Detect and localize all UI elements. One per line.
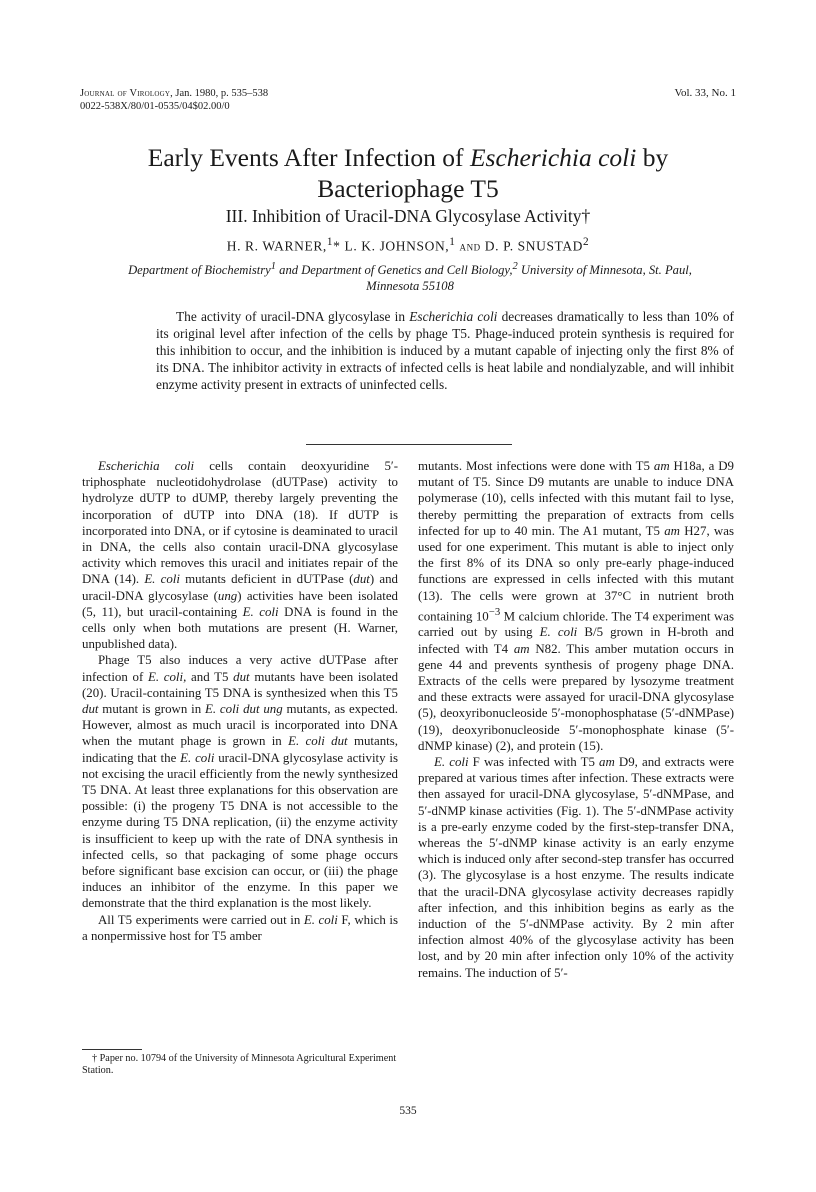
corresponding-mark: * <box>333 238 341 254</box>
abstract-divider <box>306 444 512 445</box>
abstract: The activity of uracil-DNA glycosylase in Escherichia coli decreases dramatically to less than 10% of its original level after infection of the cells by phage T5. Phage-induced protein synthesis is required for this inhibition to occur, and the inhibition is induced by a mutant capable of injecting only the first 8% of its DNA. The inhibitor activity in extracts of infected cells is heat labile and nondialyzable, and will inhibit enzyme activity present in extracts of uninfected cells. <box>156 309 734 392</box>
footnote: † Paper no. 10794 of the University of Minnesota Agricultural Experiment Station. <box>82 1053 397 1077</box>
author-warner: H. R. WARNER, <box>226 238 327 254</box>
paragraph-results: E. coli F was infected with T5 am D9, and extracts were prepared at various times after infection. These extracts were then assayed for uracil-DNA glycosylase, 5′-dNMPase, and 5′-dNMP kinase activities (Fig. 1). The 5′-dNMPase activity is a pre-early enzyme coded by the first-step-transfer DNA, whereas the 5′-dNMP kinase activity is an early enzyme which is induced only after second-step transfer has occurred (3). The glycosylase is a host enzyme. The results indicate that the uracil-DNA glycosylase activity decreases rapidly after infection, and this inhibition begins as early as the induction of the 5′-dNMPase activity. By 2 min after infection almost 40% of the glycosylase activity has been lost, and by 20 min after infection only 10% of the activity remains. The induction of 5′- <box>418 754 735 980</box>
journal-name: Journal of Virology <box>80 88 171 99</box>
left-column <box>82 458 398 944</box>
paragraph-intro: Escherichia coli cells contain deoxyuridine 5′-triphosphate nucleotidohydrolase (dUTPase) activity to hydrolyze dUTP to dUMP, thereby largely preventing the incorporation of dUTP into DNA (18). If dUTP is incorporated into DNA, or if cytosine is deaminated to uracil in DNA, the cells also contain uracil-DNA glycosylase activity which removes this uracil and initiates repair of the DNA (14). E. coli mutants deficient in dUTPase (dut) and uracil-DNA glycosylase (ung) activities have been isolated (5, 11), but uracil-containing E. coli DNA is found in the cells only when both mutations are present (H. Warner, unpublished data). <box>82 459 399 652</box>
paragraph-methods-cont: mutants. Most infections were done with T5 am H18a, a D9 mutant of T5. Since D9 mutants are unable to induce DNA polymerase (10), cells infected with this mutant fail to lyse, thereby permitting the preparation of extracts from cells infected for up to 40 min. The A1 mutant, T5 am H27, was used for one experiment. This mutant is able to inject only the first 8% of its DNA so only pre-early phage-induced functions are expressed in cells infected with this mutant (13). The cells were grown at 37°C in nutrient broth containing $10^{-3}$ M calcium chloride. The T4 experiment was carried out by using E. coli B/5 grown in H-broth and infected with T4 am N82. This amber mutation occurs in gene 44 and prevents synthesis of progeny phage DNA. Extracts of the cells were prepared by lysozyme treatment and these extracts were assayed for uracil-DNA glycosylase (5), deoxyribonucleoside 5′-monophosphatase (5′-dNMPase) (19), deoxyribonucleoside 5′-monophosphate kinase (5′-dNMP kinase) (2), and protein (15). <box>418 459 735 753</box>
right-column <box>418 458 734 981</box>
author-snustad: D. P. SNUSTAD <box>484 238 584 254</box>
page-number: 535 <box>399 1105 417 1117</box>
author-johnson: L. K. JOHNSON, <box>344 238 450 254</box>
journal-citation <box>80 87 268 100</box>
footnote-divider <box>82 1049 142 1050</box>
paragraph-methods-start: All T5 experiments were carried out in E. coli F, which is a nonpermissive host for T5 amber <box>82 912 398 943</box>
volume-issue: Vol. 33, No. 1 <box>674 87 736 99</box>
title-organism: Escherichia coli <box>469 143 637 172</box>
article-subtitle: III. Inhibition of Uracil-DNA Glycosylase Activity† <box>225 206 591 226</box>
running-header <box>80 87 268 113</box>
paragraph-phage-t5: Phage T5 also induces a very active dUTPase after infection of E. coli, and T5 dut mutants have been isolated (20). Uracil-containing T5 DNA is synthesized when this T5 dut mutant is grown in E. coli dut ung mutants, as expected. However, almost as much uracil is incorporated into DNA when the mutant phage is grown in E. coli dut mutants, indicating that the E. coli uracil-DNA glycosylase activity is not excising the uracil efficiently from the newly synthesized T5 DNA. At least three explanations for this observation are possible: (i) the progeny T5 DNA is not accessible to the enzyme during T5 DNA replication, (ii) the enzyme activity is insufficient to keep up with the rate of DNA synthesis in infected cells, so that packaging of some phage occurs before significant base excision can occur, or (iii) the phage induces an inhibitor of the enzyme. In this paper we demonstrate that the third explanation is the most likely. <box>82 653 399 911</box>
issue-date-pages: , Jan. 1980, p. 535–538 <box>170 88 269 99</box>
affiliations: Department of Biochemistry$^1$ and Department of Genetics and Cell Biology,$^2$ University of Minnesota, St. Paul, Minnesota 55108 <box>128 261 692 294</box>
author-list: H. R. WARNER,$^1$* L. K. JOHNSON,$^1$ and D. P. SNUSTAD$^2$ <box>226 236 590 254</box>
article-title: Early Events After Infection of Escherichia coli by Bacteriophage T5 <box>147 143 669 203</box>
article-code: 0022-538X/80/01-0535/04$02.00/0 <box>80 101 230 112</box>
